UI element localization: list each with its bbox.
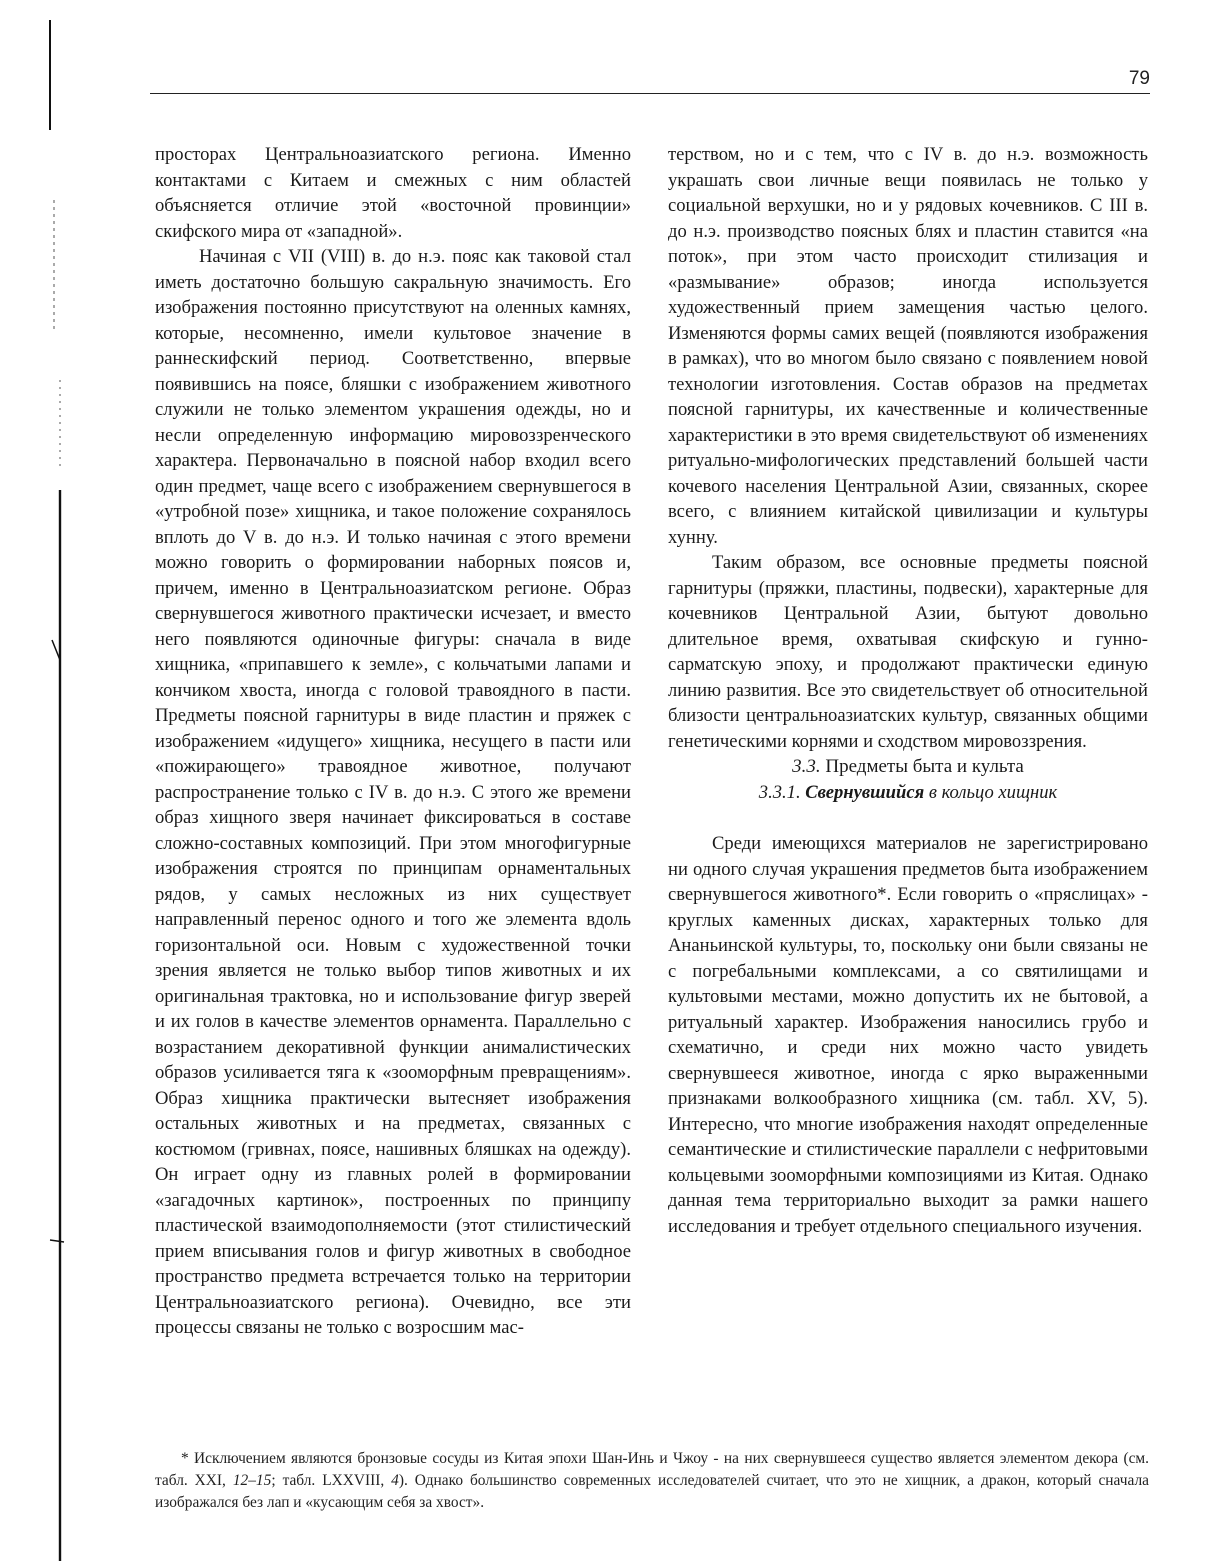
- paragraph: Таким образом, все основные предметы поясной гарнитуры (пряжки, пластины, подвески), характерные для кочевников Центральной Азии, бытуют довольно длительное время, охватывая скифскую и гунно-сарматскую эпоху, и продолжают практически единую линию развития. Все это свидетельствует об относительной близости центральноазиатских культур, связанных общими генетическими корнями и сходством мировоззрения.: [668, 552, 1148, 752]
- left-column: [155, 142, 631, 1341]
- subsection-title-rest: в кольцо хищник: [928, 781, 1058, 803]
- paragraph: Начиная с VII (VIII) в. до н.э. пояс как таковой стал иметь достаточно большую сакральную значимость. Его изображения постоянно присутствуют на оленных камнях, которые, несомненно, имели культовое значение в раннескифский период. Соответственно, впервые появившись на поясе, бляшки с изображением животного служили не только элементом украшения одежды, но и несли определенную информацию мировоззренческого характера. Первоначально в поясной набор входил всего один предмет, чаще всего с изображением свернувшегося в «утробной позе» хищника, и такое положение сохранялось вплоть до V в. до н.э. И только начиная с этого времени можно говорить о формировании наборных поясов и, причем, именно в Центральноазиатском регионе. Образ свернувшегося животного практически исчезает, и вместо него появляются одиночные фигуры: сначала в виде хищника, «припавшего к земле», с кольчатыми лапами и кончиком хвоста, иногда с головой травоядного в пасти. Предметы поясной гарнитуры в виде пластин и пряжек с изображением «идущего» хищника, несущего в пасти или «пожирающего» травоядное животное, получают распространение только с IV в. до н.э. С этого же времени образ хищного зверя начинает фиксироваться в составе сложно-составных композиций. При этом многофигурные изображения строятся по принципам орнаментальных рядов, у самых несложных из них существует направленный перенос одного и того же элемента вдоль горизонтальной оси. Новым с художественной точки зрения является не только выбор типов животных и их оригинальная трактовка, но и использование фигур зверей и их голов в качестве элементов орнамента. Параллельно с возрастанием декоративной функции анималистических образов усиливается тяга к «зооморфным превращениям». Образ хищника практически вытесняет изображения остальных животных и на предметах, связанных с костюмом (гривнах, поясе, нашивных бляшках на одежду). Он играет одну из главных ролей в формировании «загадочных картинок», построенных по принципу пластической взаимодополняемости (этот стилистический прием вписывания голов и фигур животных в свободное пространство предмета встречается только на территории Центральноазиатского региона). Очевидно, все эти процессы связаны не только с возросшим мас-: [155, 246, 631, 1338]
- footnote-figure-ref: 12–15: [232, 1472, 272, 1489]
- footnote-text: * Исключением являются бронзовые сосуды из Китая эпохи Шан-Инь и Чжоу - на них свернувшееся существо является элементом декора (см. табл. XXI,: [155, 1450, 1149, 1489]
- paragraph: Среди имеющихся материалов не зарегистрировано ни одного случая украшения предметов быта изображением свернувшегося животного*. Если говорить о «пряслицах» - круглых каменных дисках, характерных только для Ананьинской культуры, то, поскольку они были связаны не с погребальными комплексами, а со святилищами и культовыми местами, можно допустить их не бытовой, а ритуальный характер. Изображения наносились грубо и схематично, и среди них можно часто увидеть свернувшееся животное, иногда с ярко выраженными признаками волкообразного хищника (см. табл. XV, 5). Интересно, что многие изображения находят определенные семантические и стилистические параллели с нефритовыми кольцевыми зооморфными композициями из Китая. Однако данная тема территориально выходит за рамки нашего исследования и требует отдельного специального изучения.: [668, 833, 1148, 1237]
- paragraph: терством, но и с тем, что с IV в. до н.э. возможность украшать свои личные вещи появилась не только у социальной верхушки, но и у рядовых кочевников. С III в. до н.э. производство поясных блях и пластин ставится «на поток», при этом часто происходит стилизация и «размывание» образов; иногда используется художественный прием замещения частью целого. Изменяются формы самих вещей (появляются изображения в рамках), что во многом было связано с появлением новой технологии изготовления. Состав образов на предметах поясной гарнитуры, их качественные и количественные характеристики в это время свидетельствуют об изменениях ритуально-мифологических представлений большей части кочевого населения Центральной Азии, связанных, скорее всего, с влиянием китайской цивилизации и культуры хунну.: [668, 144, 1148, 548]
- right-column: [668, 142, 1148, 1239]
- section-title: Предметы быта и культа: [825, 756, 1024, 777]
- scan-binding-edge: [0, 0, 70, 1561]
- header-rule: [150, 93, 1150, 94]
- footnote: [155, 1448, 1149, 1514]
- footnote-text: ). Однако большинство современных исследователей считает, что это не хищник, а дракон, который сначала изображался без лап и «кусающим себя за хвост».: [155, 1472, 1149, 1511]
- subsection-heading: [668, 780, 1148, 806]
- subsection-number: 3.3.1.: [758, 781, 801, 803]
- section-heading: [668, 754, 1148, 780]
- footnote-text: ; табл. LXXVIII,: [271, 1472, 392, 1489]
- paragraph: просторах Центральноазиатского региона. Именно контактами с Китаем и смежных с ним областей объясняется отличие этой «восточной провинции» скифского мира от «западной».: [155, 144, 631, 242]
- section-number: 3.3.: [792, 756, 821, 777]
- page-number: 79: [1128, 68, 1150, 89]
- footnote-figure-ref: 4: [391, 1472, 399, 1489]
- subsection-title-bold: Свернувшийся: [805, 781, 925, 803]
